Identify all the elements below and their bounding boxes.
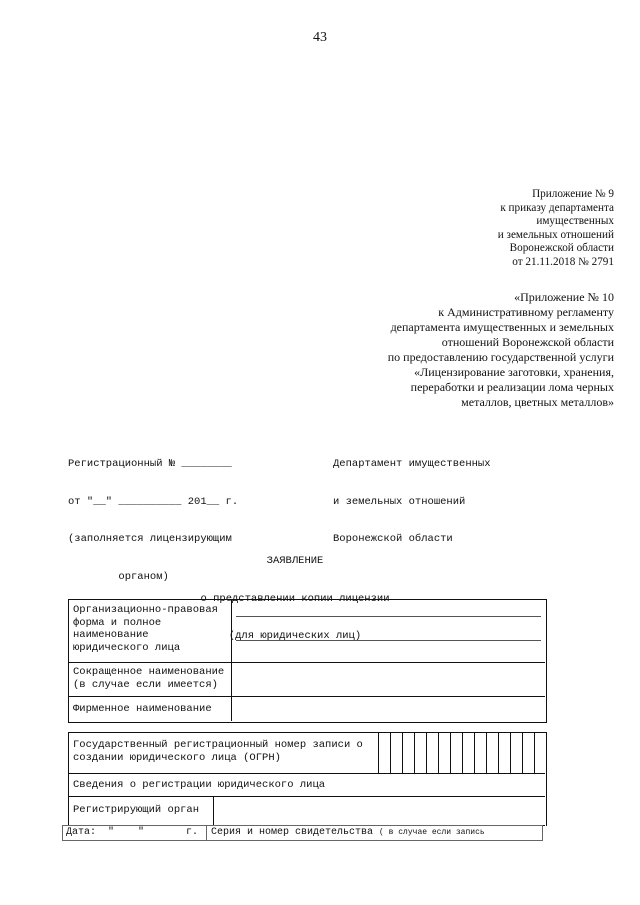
appendix-9-line: Воронежской области (509, 242, 614, 255)
registration-details-table (68, 732, 547, 826)
appendix-10-line: переработки и реализации лома черных (410, 380, 614, 394)
appendix-9-line: к приказу департамента (500, 201, 614, 214)
appendix-10-line: металлов, цветных металлов» (461, 395, 614, 409)
certificate-label-main: Серия и номер свидетельства (211, 827, 374, 838)
brand-name-field[interactable] (232, 697, 545, 721)
appendix-10-line: по предоставлению государственной услуги (387, 350, 614, 364)
brand-name-label: Фирменное наименование (73, 703, 212, 715)
ogrn-digit-grid[interactable] (378, 733, 545, 773)
full-name-field[interactable] (232, 600, 545, 662)
department-line: Воронежской области (333, 533, 453, 545)
appendix-9-line: Приложение № 9 (532, 188, 614, 200)
department-line: Департамент имущественных (333, 458, 491, 470)
appendix-10-header (388, 290, 614, 410)
registration-line: Регистрационный № ________ (68, 458, 232, 470)
certificate-label-note: ( в случае если запись (379, 828, 485, 837)
application-subtitle: о представлении копии лицензии (200, 592, 390, 605)
department-line: и земельных отношений (333, 495, 466, 508)
organization-names-table (68, 599, 547, 723)
appendix-9-line: от 21.11.2018 № 2791 (512, 255, 614, 268)
appendix-10-line: отношений Воронежской области (441, 335, 614, 349)
appendix-10-line: к Административному регламенту (438, 305, 614, 319)
date-label: Дата: " " г. (66, 827, 199, 838)
registering-body-field[interactable] (214, 797, 545, 825)
appendix-9-line: имущественных (536, 215, 614, 228)
short-name-field[interactable] (232, 663, 545, 696)
short-name-label: Сокращенное наименование (в случае если имеется) (73, 666, 225, 691)
full-name-label: Организационно-правовая форма и полное наименование юридического лица (73, 604, 218, 654)
registration-info-label: Сведения о регистрации юридического лица (73, 779, 326, 791)
ogrn-label: Государственный регистрационный номер записи о создании юридического лица (ОГРН) (73, 739, 363, 764)
appendix-9-header (498, 188, 614, 270)
appendix-10-line: департамента имущественных и земельных (390, 320, 614, 334)
appendix-10-line: «Лицензирование заготовки, хранения, (414, 365, 614, 379)
application-subtitle-note: (для юридических лиц) (228, 630, 362, 642)
appendix-9-line: и земельных отношений (497, 228, 614, 241)
date-certificate-row (62, 825, 543, 841)
appendix-10-line: «Приложение № 10 (514, 290, 614, 304)
certificate-label (211, 827, 485, 839)
application-title: ЗАЯВЛЕНИЕ (266, 555, 324, 567)
registering-body-label: Регистрирующий орган (73, 804, 200, 816)
registration-line: от "__" __________ 201__ г. (68, 495, 239, 508)
registration-line: органом) (68, 570, 169, 583)
page-number: 43 (313, 30, 327, 45)
registration-line: (заполняется лицензирующим (68, 533, 232, 545)
